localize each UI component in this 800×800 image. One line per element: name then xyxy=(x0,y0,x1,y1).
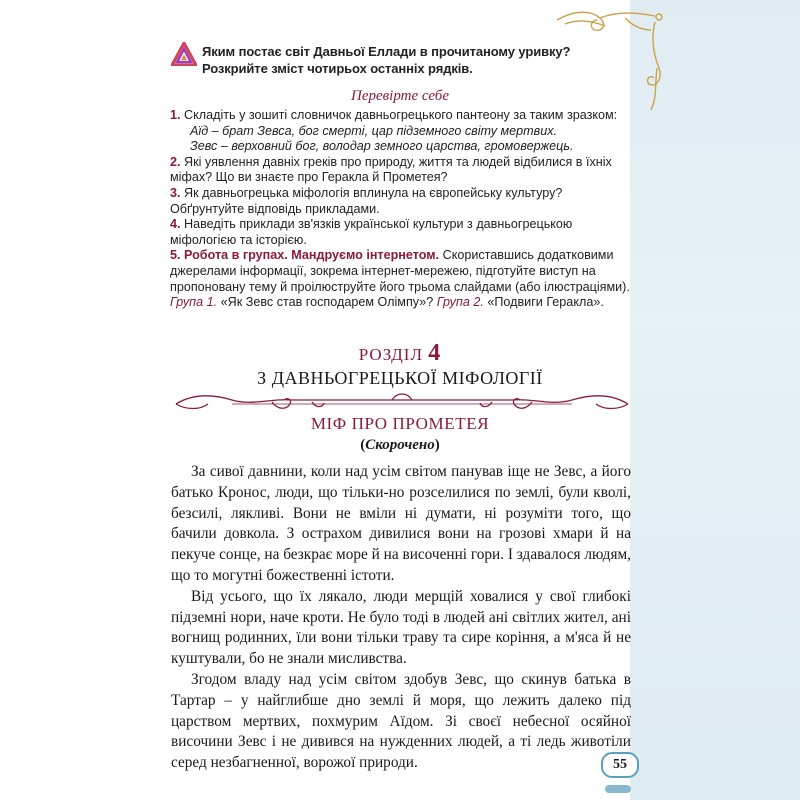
section-number: 4 xyxy=(428,340,442,366)
task-3-text: Як давньогрецька міфологія вплинула на європейську культуру? Обґрунтуйте відповідь прикладами. xyxy=(170,185,563,216)
task-1-example-2: Зевс – верховний бог, володар земного царства, громовержець. xyxy=(190,139,574,154)
task-2 xyxy=(170,155,632,186)
task-5 xyxy=(170,248,632,310)
question-text: Яким постає світ Давньої Еллади в прочитаному уривку? Розкрийте зміст чотирьох останніх рядків. xyxy=(202,44,571,76)
task-3 xyxy=(170,186,632,217)
group-2-label: Група 2. xyxy=(436,295,484,310)
task-1 xyxy=(170,108,632,124)
myth-subtitle: (Скорочено) xyxy=(360,437,440,453)
task-1-example-1: Аїд – брат Зевса, бог смерті, цар підземного світу мертвих. xyxy=(190,123,558,138)
task-5-number: 5. xyxy=(170,248,181,263)
myth-paragraph-3: Згодом владу над усім світом здобув Зевс, що скинув батька в Тартар – у найглибше дно землі й моря, що лежить далеко під царством мертвих, похмурим Аїдом. Зі своєї небесної осяйної височини Зевс і не дивився на нужденних людей, а ті ледь животіли серед незбагненної, ворожої природи. xyxy=(171,670,631,772)
task-2-text: Які уявлення давніх греків про природу, життя та людей відбилися в їхніх міфах? Що ви знаєте про Геракла й Прометея? xyxy=(170,154,612,185)
task-2-number: 2. xyxy=(170,154,181,169)
page-number: 55 xyxy=(601,752,639,778)
task-4 xyxy=(170,217,632,248)
myth-body xyxy=(171,462,631,774)
task-1-text: Складіть у зошиті словничок давньогрецького пантеону за таким зразком: xyxy=(184,108,618,122)
myth-subtitle-text: Скорочено xyxy=(365,437,435,453)
page-bottom-tab xyxy=(605,785,631,793)
task-4-number: 4. xyxy=(170,217,181,232)
task-3-number: 3. xyxy=(170,185,181,200)
check-yourself-title: Перевірте себе xyxy=(351,88,449,104)
task-1-number: 1. xyxy=(170,108,181,122)
section-title: З ДАВНЬОГРЕЦЬКОЇ МІФОЛОГІЇ xyxy=(257,368,543,388)
question-triangle-icon xyxy=(171,42,197,66)
task-5-text: Скориставшись додатковими джерелами інформації, зокрема інтернет-мережею, підготуйте виступ на пропоновану тему й проілюструйте його трьома слайдами (або ілюстраціями). xyxy=(170,248,630,294)
section-label: РОЗДІЛ xyxy=(358,345,423,364)
task-list xyxy=(170,108,632,311)
myth-paragraph-2: Від усього, що їх лякало, люди мерщій ховалися у свої глибокі підземні нори, наче кроти. Не було тоді в людей ані світлих жител, ані вогнищ родинних, їли вони тільки траву та сире коріння, а м'яса й не куштували, бо не знали мисливства. xyxy=(171,587,631,668)
myth-paragraph-1: За сивої давнини, коли над усім світом панував іще не Зевс, а його батько Кронос, люди, що тільки-но розселилися по землі, були кволі, безсилі, лякливі. Вони не вміли ні думати, ні розуміти того, що бачили довкола. З острахом дивилися вони на грозові хмари й на пекуче сонце, на безкрає море й на височенні гори. І здавалося людям, що то могутні божественні істоти. xyxy=(171,463,631,584)
group-1-label: Група 1. xyxy=(170,295,218,310)
group-2-topic: «Подвиги Геракла». xyxy=(487,295,604,310)
myth-title: МІФ ПРО ПРОМЕТЕЯ xyxy=(310,414,490,433)
ornamental-divider-icon xyxy=(172,388,632,414)
task-5-heading: Робота в групах. Мандруємо інтернетом. xyxy=(184,248,440,263)
group-1-topic: «Як Зевс став господарем Олімпу»? xyxy=(220,295,434,310)
task-4-text: Наведіть приклади зв'язків української культури з давньогрецькою міфологією та історією. xyxy=(170,217,573,247)
section-heading xyxy=(170,340,630,367)
